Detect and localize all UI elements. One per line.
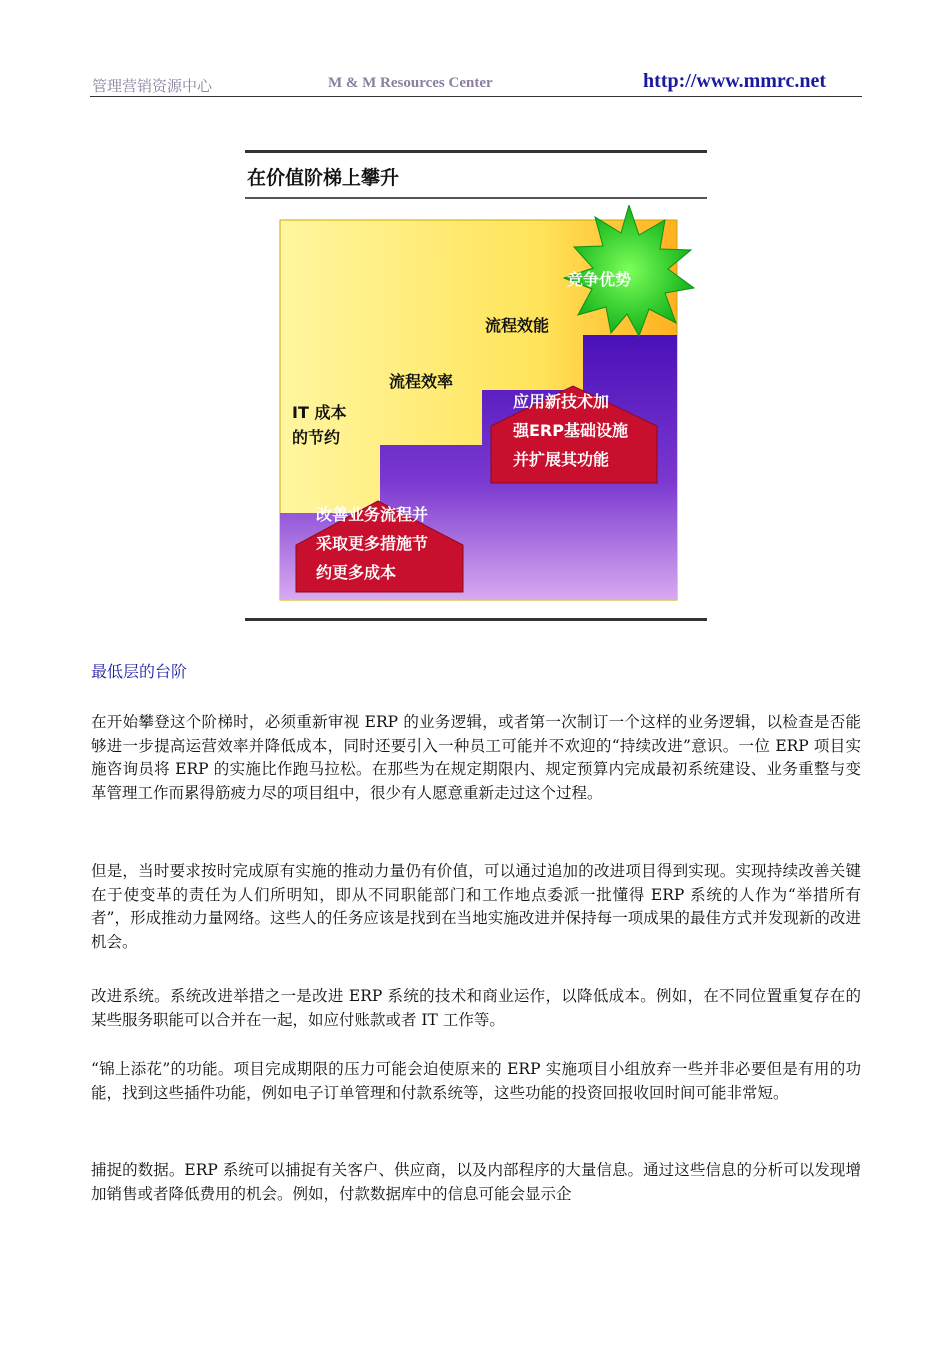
paragraph-5: 捕捉的数据。ERP 系统可以捕捉有关客户、供应商，以及内部程序的大量信息。通过这些信息的分析可以发现增加销售或者降低费用的机会。例如，付款数据库中的信息可能会显示企 [91,1161,861,1203]
header-org-english: M & M Resources Center [328,75,493,91]
header-org-name: 管理营销资源中心 [92,77,213,95]
box-right-line1: 应用新技术加 [513,392,610,411]
step-label-process-effectiveness: 流程效能 [485,316,550,335]
figure-title-rule [245,197,707,199]
figure-title: 在价值阶梯上攀升 [247,167,400,189]
star-label: 竞争优势 [567,270,632,289]
page-header [90,70,862,97]
header-url[interactable]: http://www.mmrc.net [643,70,826,92]
section-title: 最低层的台阶 [91,662,188,681]
box-left-line2: 采取更多措施节 [316,534,429,553]
box-right-line3: 并扩展其功能 [513,450,610,469]
box-right-line2: 强ERP基础设施 [513,421,628,440]
step-label-process-efficiency: 流程效率 [389,372,454,391]
paragraph-3: 改进系统。系统改进举措之一是改进 ERP 系统的技术和商业运作，以降低成本。例如，在不同位置重复存在的某些服务职能可以合并在一起，如应付账款或者 IT 工作等。 [91,987,861,1029]
step-label-it-cost-line1: IT 成本 [292,403,347,422]
box-left-line3: 约更多成本 [316,563,397,582]
step-label-it-cost-line2: 的节约 [292,428,341,447]
value-ladder-figure [245,145,707,625]
paragraph-4: “锦上添花”的功能。项目完成期限的压力可能会迫使原来的 ERP 实施项目小组放弃一些并非必要但是有用的功能，找到这些插件功能，例如电子订单管理和付款系统等，这些功能的投资回报收回时间可能非常短。 [91,1060,861,1102]
figure-bottom-rule [245,618,707,621]
paragraph-1: 在开始攀登这个阶梯时，必须重新审视 ERP 的业务逻辑，或者第一次制订一个这样的业务逻辑，以检查是否能够进一步提高运营效率并降低成本，同时还要引入一种员工可能并不欢迎的“持续改进”意识。一位 ERP 项目实施咨询员将 ERP 的实施比作跑马拉松。在那些为在规定期限内、规定预算内完成最初系统建设、业务重整与变革管理工作而累得筋疲力尽的项目组中，很少有人愿意重新走过这个过程。 [91,713,861,802]
box-left-line1: 改善业务流程并 [316,505,429,524]
paragraph-2: 但是，当时要求按时完成原有实施的推动力量仍有价值，可以通过追加的改进项目得到实现。实现持续改善关键在于使变革的责任为人们所明知，即从不同职能部门和工作地点委派一批懂得 ERP 系统的人作为“举措所有者”，形成推动力量网络。这些人的任务应该是找到在当地实施改进并保持每一项成果的最佳方式并发现新的改进机会。 [91,862,861,951]
figure-top-rule [245,150,707,153]
